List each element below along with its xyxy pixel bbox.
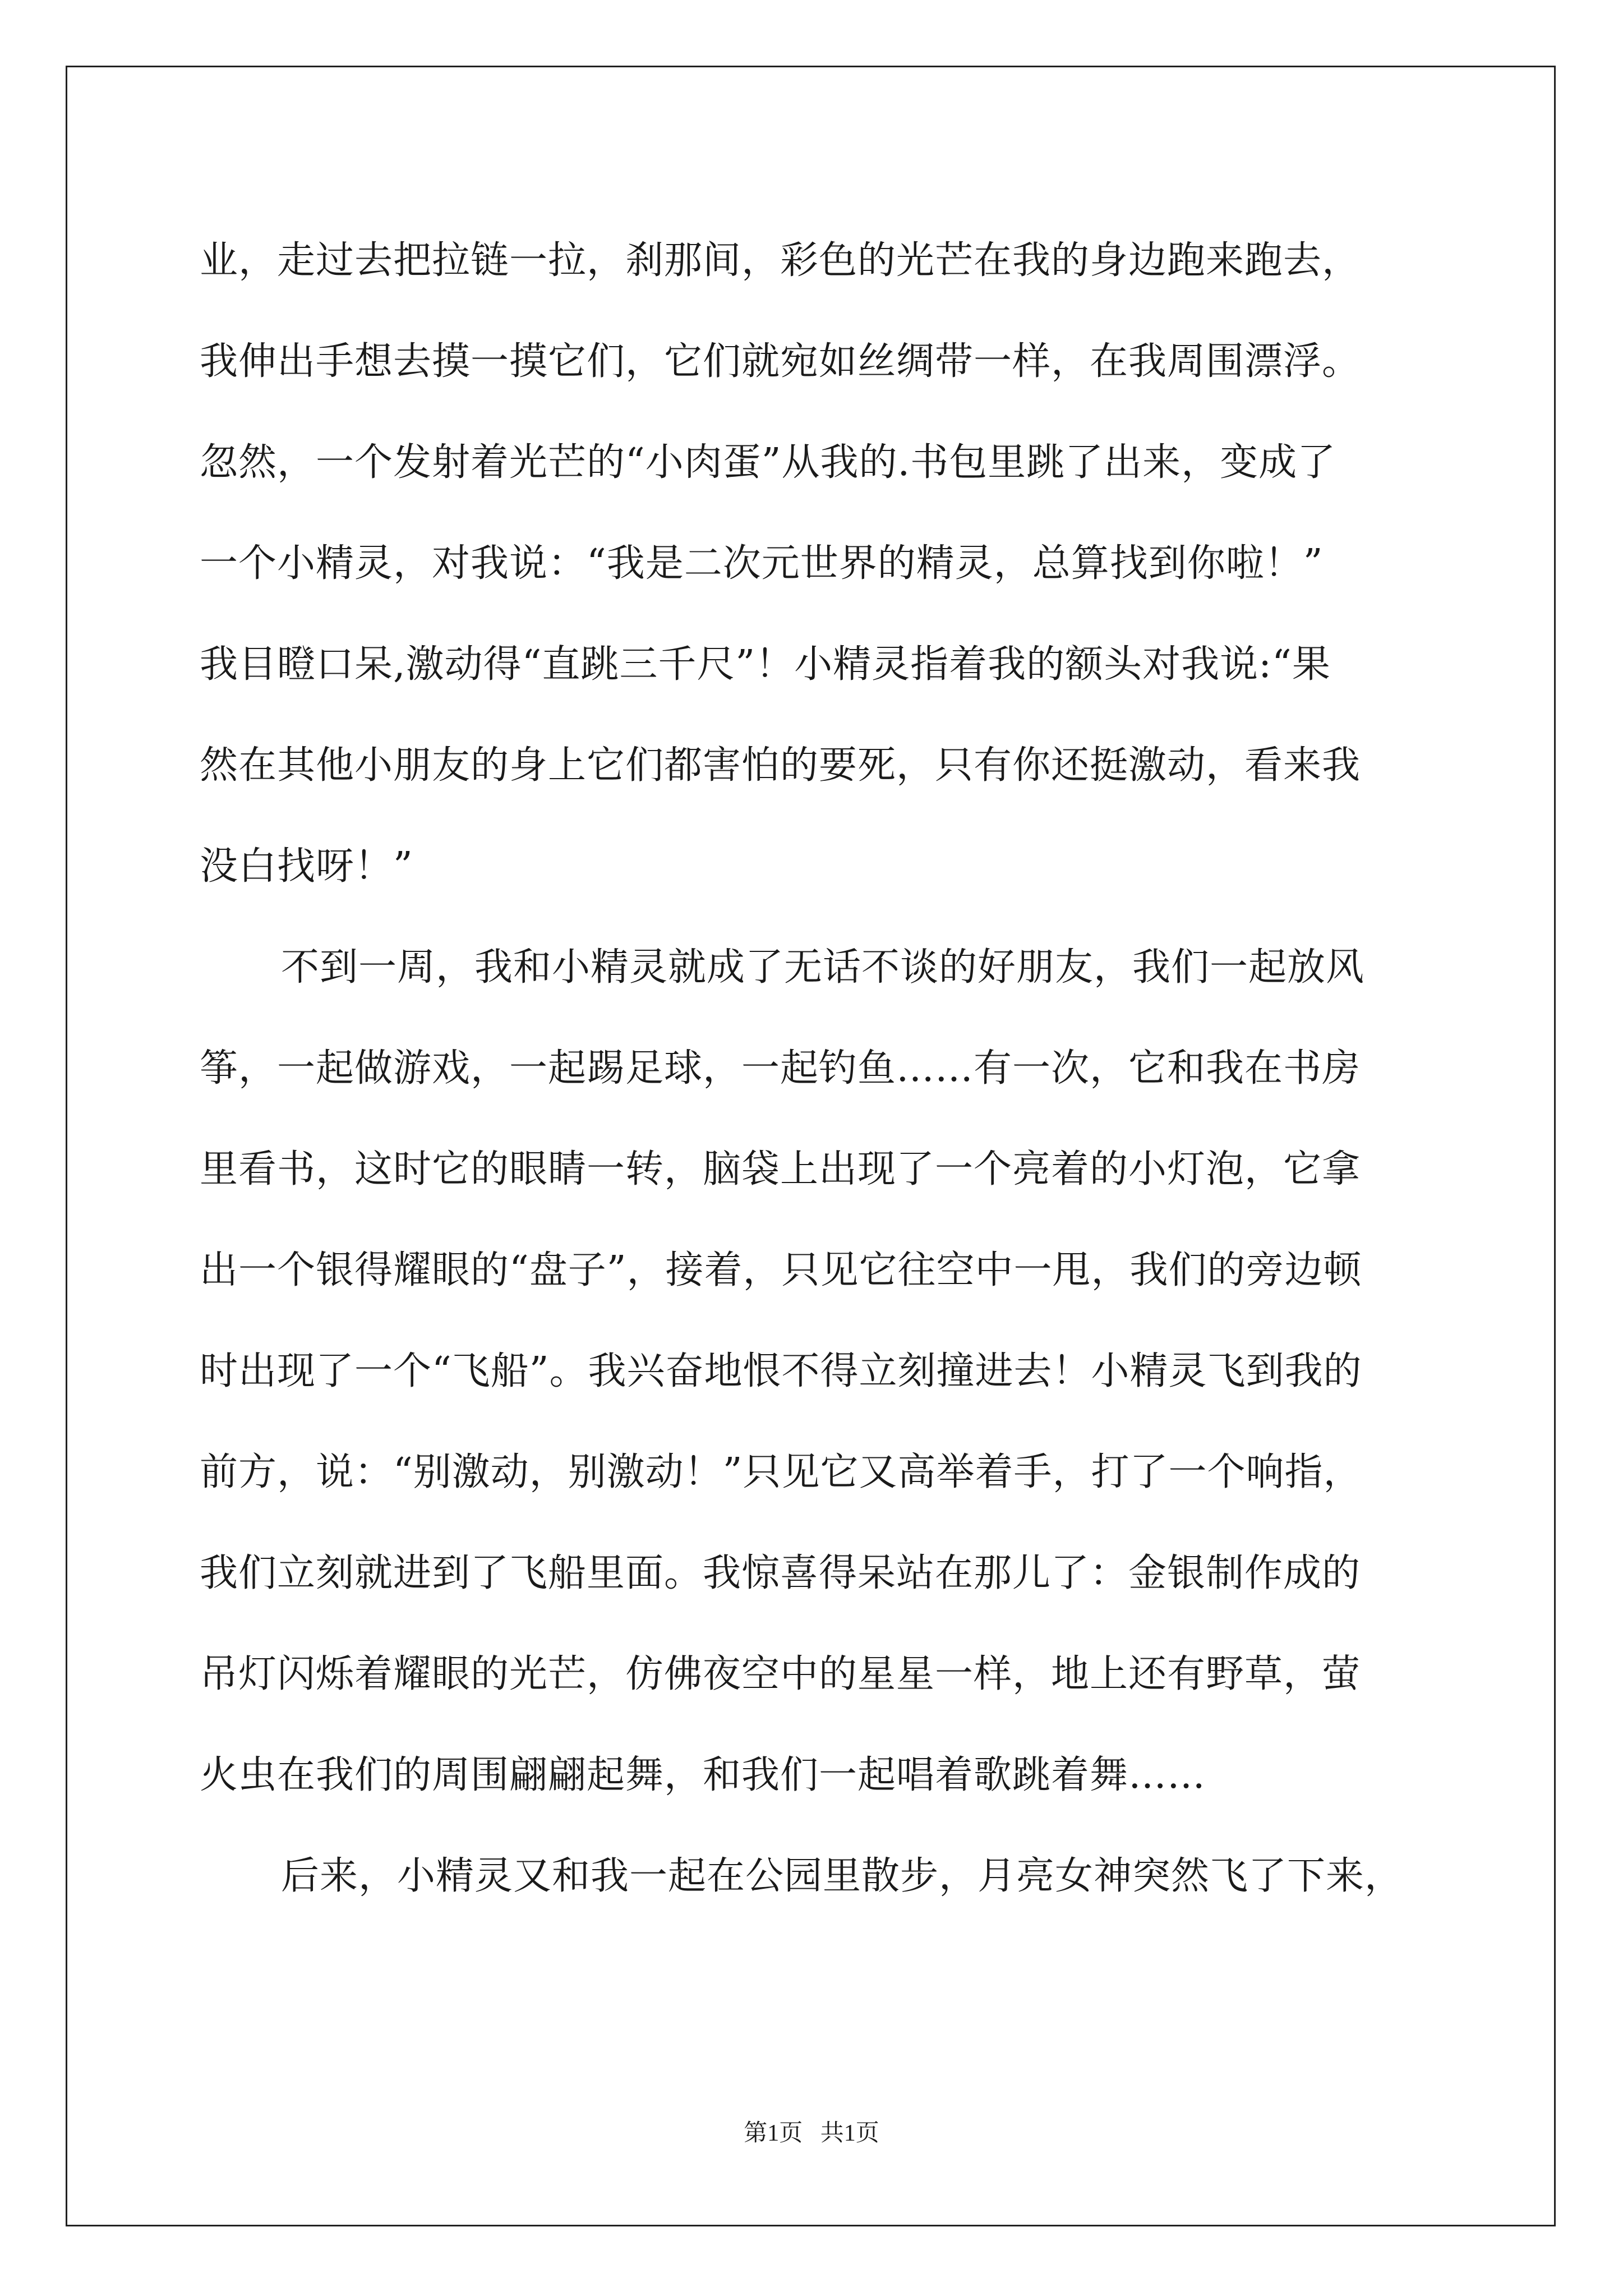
page-footer: 第1页 共1页 [744,2120,879,2146]
text-line: 业，走过去把拉链一拉，刹那间，彩色的光芒在我的身边跑来跑去， [200,238,1361,283]
paragraph-first-line: 后来，小精灵又和我一起在公园里散步，月亮女神突然飞了下来， [281,1854,1404,1898]
text-line: 筝，一起做游戏，一起踢足球，一起钓鱼……有一次，它和我在书房 [200,1046,1361,1091]
text-line: 时出现了一个“飞船”。我兴奋地恨不得立刻撞进去！小精灵飞到我的 [200,1349,1362,1393]
paragraph-first-line: 不到一周，我和小精灵就成了无话不谈的好朋友，我们一起放风 [281,945,1365,990]
text-line: 没白找呀！” [200,844,413,889]
text-line: 然在其他小朋友的身上它们都害怕的要死，只有你还挺激动，看来我 [200,743,1361,788]
text-line: 一个小精灵，对我说：“我是二次元世界的精灵，总算找到你啦！” [200,541,1324,586]
text-line: 忽然，一个发射着光芒的“小肉蛋”从我的.书包里跳了出来，变成了 [200,440,1336,485]
text-line: 我们立刻就进到了飞船里面。我惊喜得呆站在那儿了：金银制作成的 [200,1551,1361,1595]
text-line: 我目瞪口呆,激动得“直跳三千尺”！小精灵指着我的额头对我说:“果 [200,642,1331,687]
text-line: 里看书，这时它的眼睛一转，脑袋上出现了一个亮着的小灯泡，它拿 [200,1147,1361,1191]
text-line: 出一个银得耀眼的“盘子”，接着，只见它往空中一甩，我们的旁边顿 [200,1248,1362,1292]
text-line: 火虫在我们的周围翩翩起舞，和我们一起唱着歌跳着舞…… [200,1753,1206,1797]
text-line: 前方，说：“别激动，别激动！”只见它又高举着手，打了一个响指， [200,1450,1362,1494]
document-body [200,210,1428,1927]
text-line: 我伸出手想去摸一摸它们，它们就宛如丝绸带一样，在我周围漂浮。 [200,339,1361,384]
text-line: 吊灯闪烁着耀眼的光芒，仿佛夜空中的星星一样，地上还有野草，萤 [200,1652,1361,1696]
